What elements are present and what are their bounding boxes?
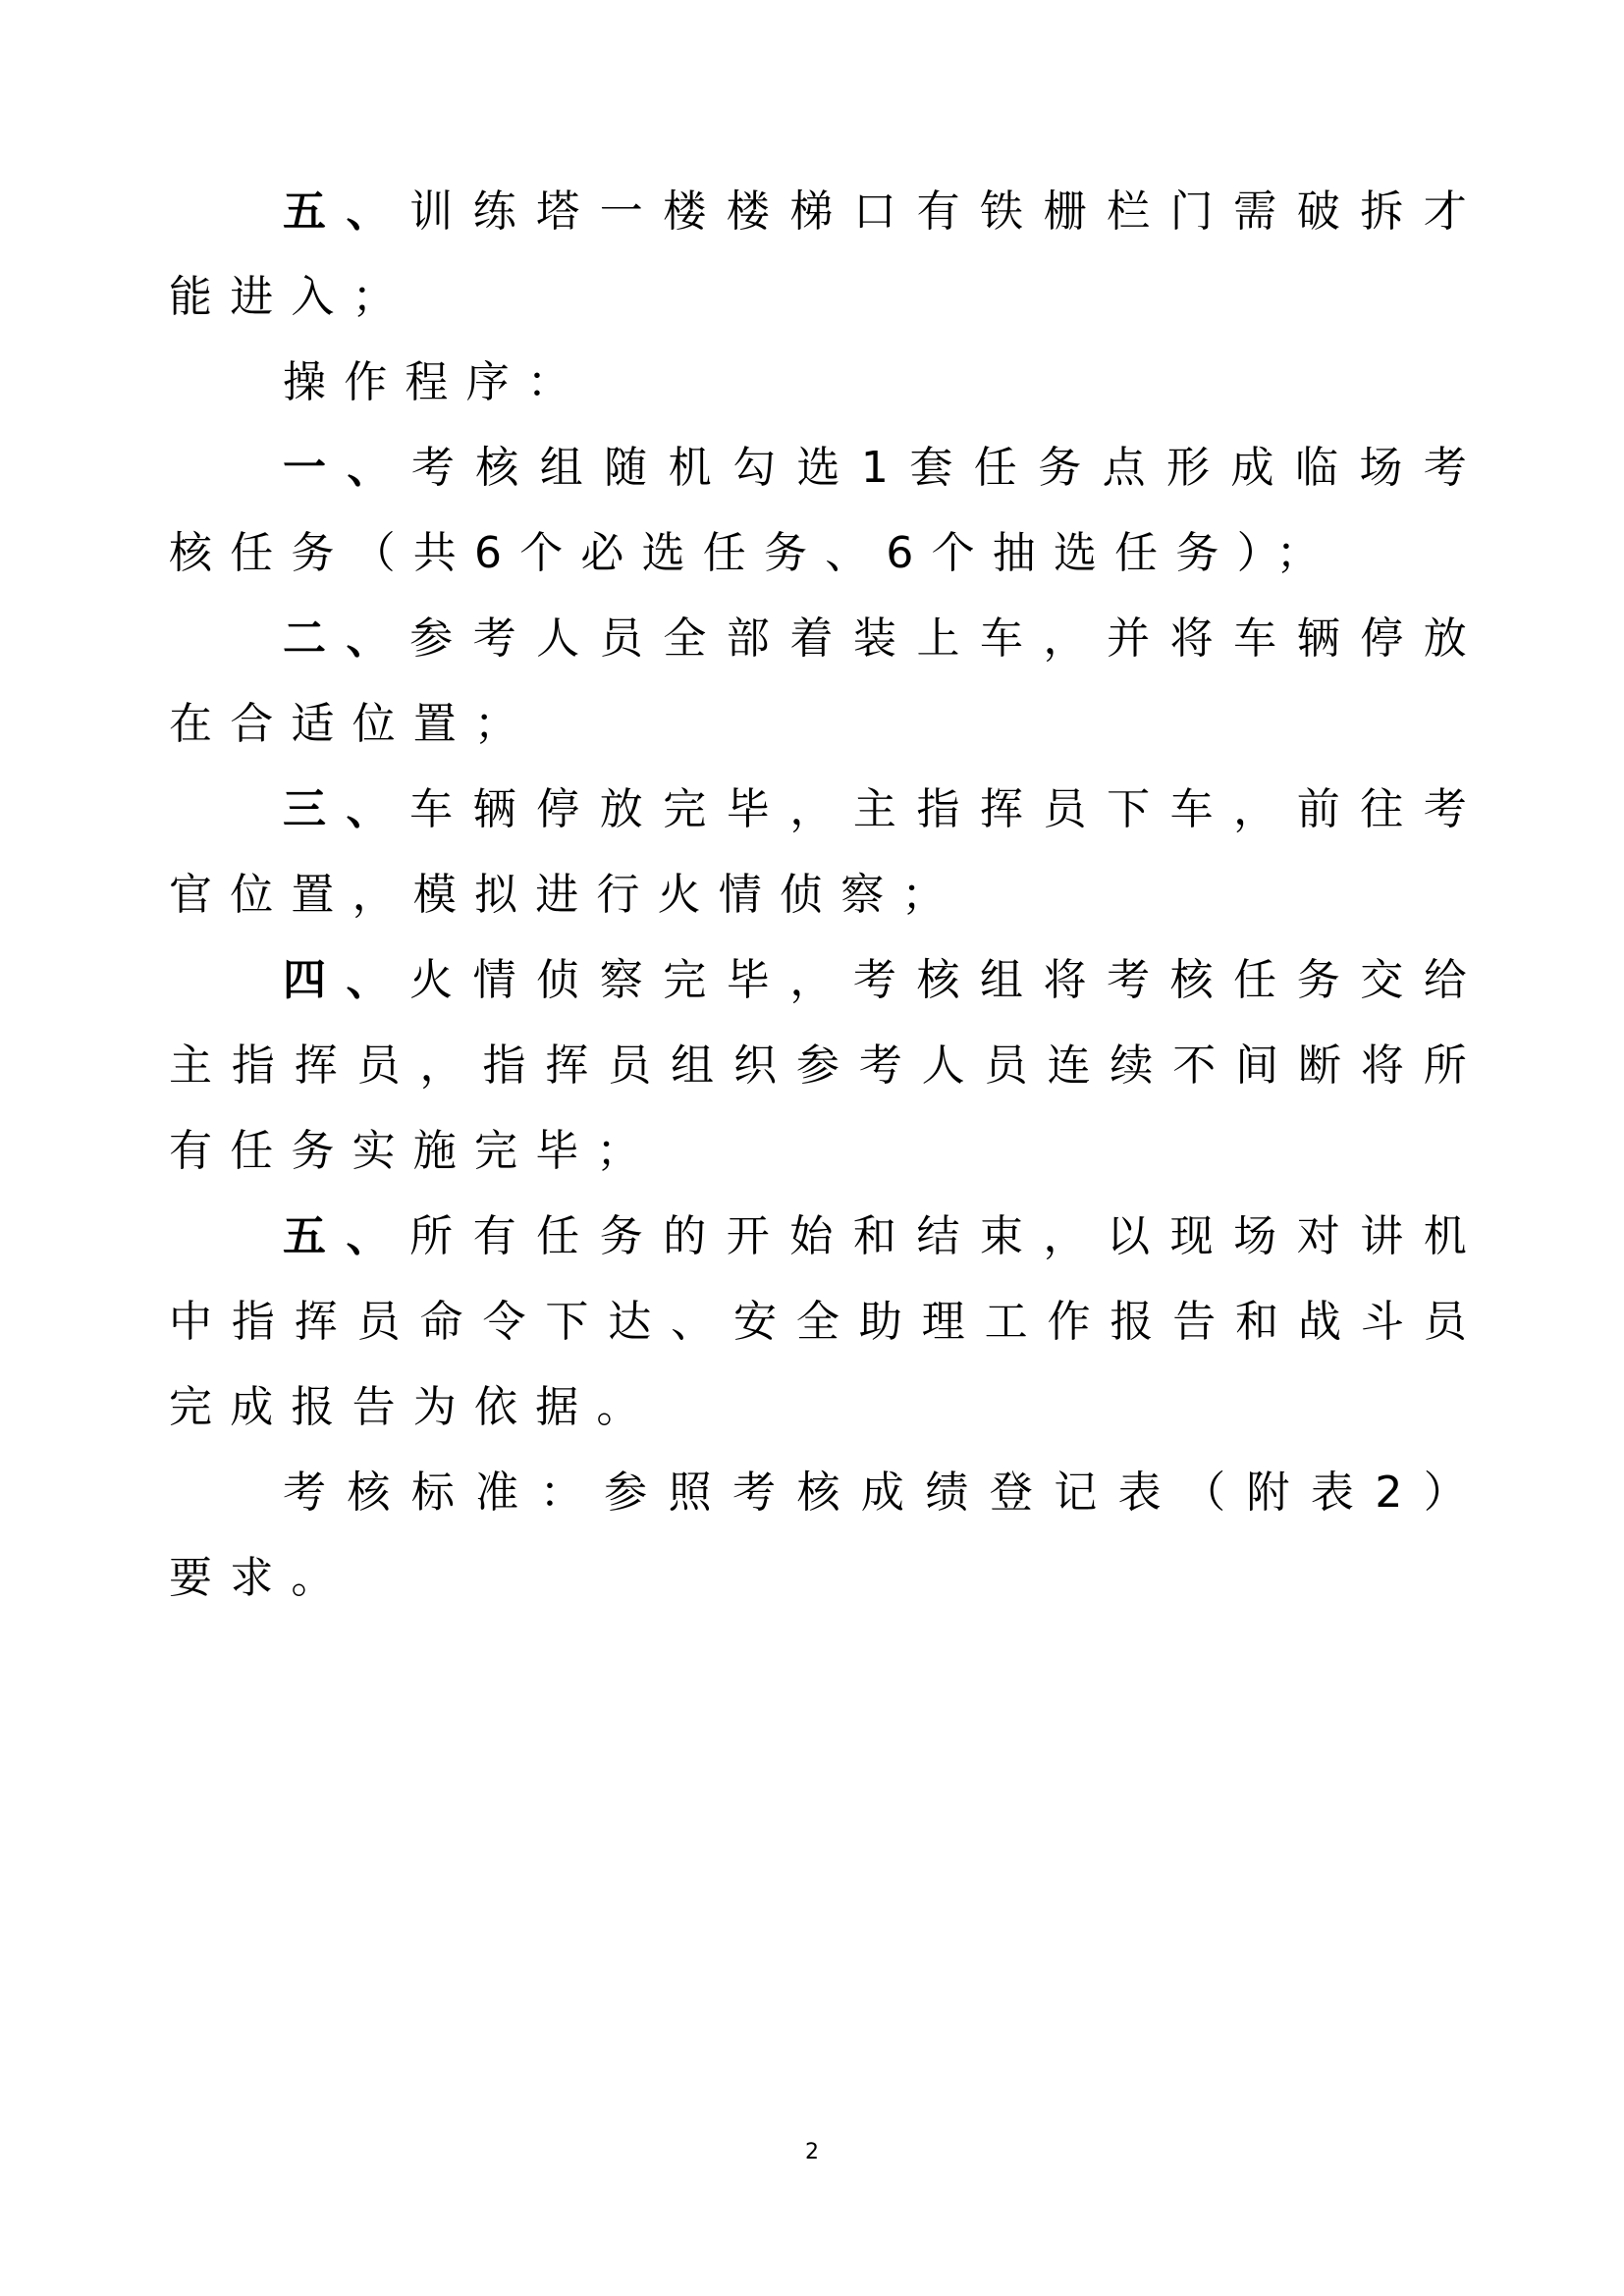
item-number: 一、	[283, 443, 411, 493]
procedure-step-2	[169, 596, 1485, 767]
item-number: 五、	[283, 187, 410, 237]
item-number: 五、	[283, 1211, 410, 1261]
paragraph-text: 操作程序：	[283, 357, 588, 407]
document-body	[169, 169, 1485, 1621]
paragraph-breach-gate	[169, 169, 1485, 340]
paragraph-text: 火情侦察完毕，考核组将考核任务交给主指挥员，指挥员组织参考人员连续不间断将所有任务实施完毕；	[169, 955, 1485, 1176]
paragraph-text: 所有任务的开始和结束，以现场对讲机中指挥员命令下达、安全助理工作报告和战斗员完成报告为依据。	[169, 1211, 1485, 1432]
procedure-step-5	[169, 1194, 1485, 1450]
paragraph-text: 考核组随机勾选1套任务点形成临场考核任务（共6个必选任务、6个抽选任务）；	[169, 443, 1485, 578]
section-heading-procedure	[169, 340, 1485, 425]
assessment-standard	[169, 1450, 1485, 1621]
procedure-step-3	[169, 767, 1485, 937]
paragraph-text: 考核标准：参照考核成绩登记表（附表2）要求。	[169, 1468, 1485, 1603]
paragraph-text: 车辆停放完毕，主指挥员下车，前往考官位置，模拟进行火情侦察；	[169, 784, 1485, 920]
item-number: 四、	[283, 955, 410, 1005]
item-number: 三、	[283, 784, 410, 834]
procedure-step-4	[169, 937, 1485, 1194]
paragraph-text: 参考人员全部着装上车，并将车辆停放在合适位置；	[169, 614, 1485, 749]
paragraph-text: 训练塔一楼楼梯口有铁栅栏门需破拆才能进入；	[169, 187, 1485, 322]
item-number: 二、	[283, 614, 410, 664]
procedure-step-1	[169, 425, 1485, 596]
page-number: 2	[805, 2140, 819, 2164]
